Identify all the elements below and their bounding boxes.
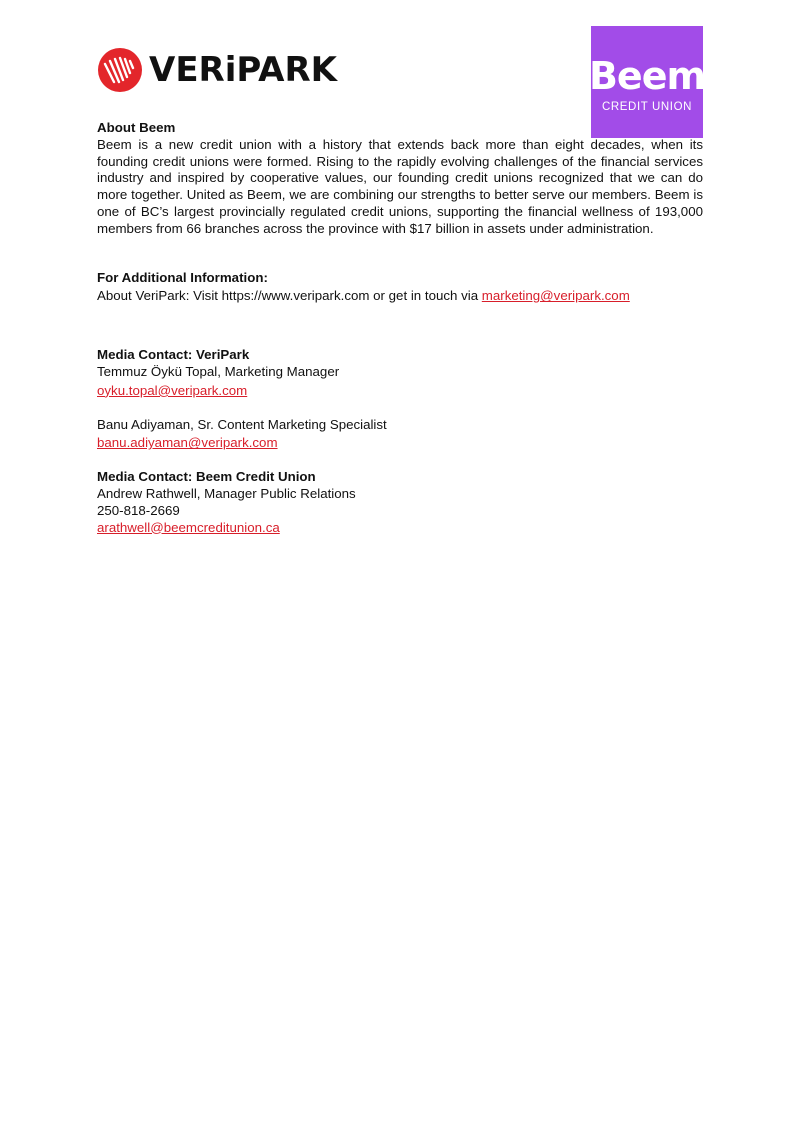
contact-email-link[interactable]: arathwell@beemcreditunion.ca xyxy=(97,519,280,535)
contact-name: Banu Adiyaman, Sr. Content Marketing Specialist xyxy=(97,416,387,432)
about-paragraph: Beem is a new credit union with a history that extends back more than eight decades, when its founding credit unions were formed. Rising to the rapidly evolving challenges of the financial services industry and inspired by cooperative values, our founding credit unions recognized that we can do more together. United as Beem, we are combining our strengths to better serve our members. Beem is one of BC’s largest provincially regulated credit unions, supporting the financial wellness of 193,000 members from 66 branches across the province with $17 billion in assets under administration. xyxy=(97,136,703,236)
media-contact-veripark-section xyxy=(97,347,703,452)
contact-name: Temmuz Öykü Topal, Marketing Manager xyxy=(97,363,340,379)
document-body xyxy=(97,120,703,536)
about-heading: About Beem xyxy=(97,120,176,135)
veripark-wordmark: VERiPARK xyxy=(149,50,338,90)
contact-email-link[interactable]: oyku.topal@veripark.com xyxy=(97,382,248,398)
beem-subtitle: CREDIT UNION xyxy=(601,101,693,113)
about-section xyxy=(97,120,703,238)
additional-info-text: About VeriPark: Visit https://www.veripark.com or get in touch via xyxy=(97,288,482,304)
contact-name: Andrew Rathwell, Manager Public Relations xyxy=(97,485,356,501)
additional-info-section xyxy=(97,270,703,306)
additional-info-line xyxy=(97,288,703,305)
contact-phone: 250-818-2669 xyxy=(97,502,180,518)
veripark-mark-icon xyxy=(97,47,143,93)
media-contact-veripark-heading: Media Contact: VeriPark xyxy=(97,347,250,363)
marketing-email-link[interactable]: marketing@veripark.com xyxy=(481,288,630,304)
contact-email-link[interactable]: banu.adiyaman@veripark.com xyxy=(97,435,278,451)
media-contact-beem-heading: Media Contact: Beem Credit Union xyxy=(97,469,316,485)
veripark-logo xyxy=(97,47,338,93)
media-contact-beem-section xyxy=(97,469,703,536)
additional-info-heading: For Additional Information: xyxy=(97,269,268,285)
beem-wordmark: Beem xyxy=(588,54,706,98)
